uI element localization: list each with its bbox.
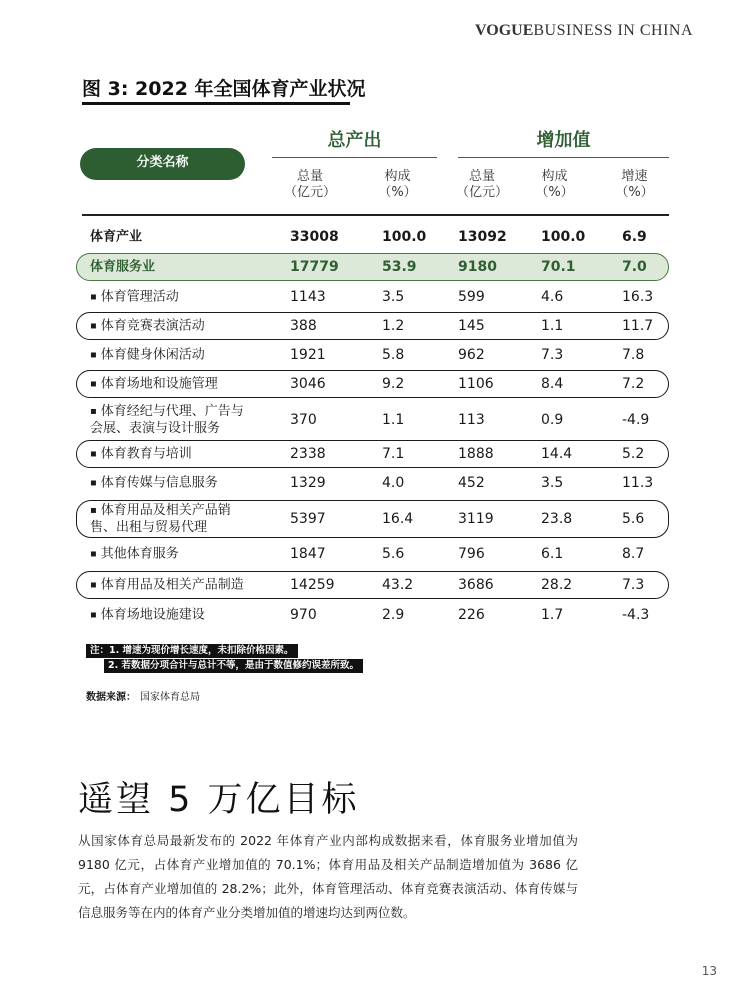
bullet-icon: ▪ bbox=[90, 609, 97, 621]
table-row bbox=[82, 469, 669, 497]
row-name-text: 体育用品及相关产品销售、出租与贸易代理 bbox=[90, 503, 231, 535]
row-name bbox=[90, 318, 260, 335]
cell-va-comp: 1.7 bbox=[541, 607, 564, 623]
notes bbox=[86, 644, 363, 674]
subheader-va-composition bbox=[527, 169, 582, 201]
subheader-va-growth-l1: 增速 bbox=[621, 169, 648, 184]
row-name bbox=[90, 259, 260, 276]
cell-out-total: 388 bbox=[290, 318, 317, 334]
cell-growth: 5.2 bbox=[622, 446, 645, 462]
cell-va-comp: 6.1 bbox=[541, 546, 564, 562]
table-row bbox=[82, 571, 669, 599]
row-name-text: 体育产业 bbox=[90, 229, 143, 245]
bullet-icon: ▪ bbox=[90, 579, 97, 591]
cell-out-total: 370 bbox=[290, 412, 317, 428]
cell-out-comp: 5.6 bbox=[382, 546, 405, 562]
row-name-text: 体育场地设施建设 bbox=[100, 607, 205, 623]
row-name bbox=[90, 229, 260, 246]
row-name-text: 体育管理活动 bbox=[100, 289, 179, 305]
cell-va-comp: 0.9 bbox=[541, 412, 564, 428]
cell-out-total: 14259 bbox=[290, 577, 335, 593]
bullet-icon: ▪ bbox=[90, 320, 97, 332]
brand-logo-rest: BUSINESS IN CHINA bbox=[533, 22, 693, 39]
row-name-text: 体育场地和设施管理 bbox=[100, 376, 218, 392]
cell-out-comp: 3.5 bbox=[382, 289, 405, 305]
row-name-text: 体育教育与培训 bbox=[100, 446, 192, 462]
table-row bbox=[82, 500, 669, 538]
subheader-output-composition-l2: （%） bbox=[378, 185, 417, 200]
table-row bbox=[82, 402, 669, 438]
cell-out-comp: 16.4 bbox=[382, 511, 414, 527]
cell-va-comp: 28.2 bbox=[541, 577, 573, 593]
page-number: 13 bbox=[701, 964, 717, 978]
note-line-1: 注：1. 增速为现价增长速度，未扣除价格因素。 bbox=[86, 644, 298, 658]
cell-growth: 5.6 bbox=[622, 511, 645, 527]
cell-va-comp: 100.0 bbox=[541, 229, 586, 245]
data-source-label: 数据来源： bbox=[86, 692, 136, 703]
cell-growth: 6.9 bbox=[622, 229, 647, 245]
cell-out-total: 5397 bbox=[290, 511, 326, 527]
table-row bbox=[82, 222, 669, 252]
brand-logo-bold: VOGUE bbox=[475, 22, 534, 39]
table-row bbox=[82, 440, 669, 468]
cell-va-total: 145 bbox=[458, 318, 485, 334]
cell-out-comp: 1.1 bbox=[382, 412, 405, 428]
table-row bbox=[82, 253, 669, 281]
cell-va-comp: 14.4 bbox=[541, 446, 573, 462]
cell-va-total: 1888 bbox=[458, 446, 494, 462]
cell-growth: 16.3 bbox=[622, 289, 654, 305]
subheader-output-total-l1: 总量 bbox=[296, 169, 323, 184]
cell-va-total: 3686 bbox=[458, 577, 494, 593]
cell-out-total: 33008 bbox=[290, 229, 339, 245]
cell-out-comp: 2.9 bbox=[382, 607, 405, 623]
data-source bbox=[86, 688, 200, 703]
cell-growth: 11.3 bbox=[622, 475, 654, 491]
subheader-output-total bbox=[280, 169, 340, 201]
cell-growth: 7.3 bbox=[622, 577, 645, 593]
row-name-text: 体育竞赛表演活动 bbox=[100, 318, 205, 334]
category-header: 分类名称 bbox=[80, 148, 245, 180]
cell-out-total: 970 bbox=[290, 607, 317, 623]
cell-va-total: 962 bbox=[458, 347, 485, 363]
cell-va-total: 599 bbox=[458, 289, 485, 305]
cell-va-total: 9180 bbox=[458, 259, 497, 275]
row-name-text: 体育服务业 bbox=[90, 259, 156, 275]
cell-growth: 7.0 bbox=[622, 259, 647, 275]
row-name-text: 体育传媒与信息服务 bbox=[100, 475, 218, 491]
brand-logo bbox=[475, 22, 693, 40]
subheader-va-growth bbox=[607, 169, 662, 201]
bullet-icon: ▪ bbox=[90, 291, 97, 303]
cell-out-comp: 100.0 bbox=[382, 229, 427, 245]
cell-out-comp: 4.0 bbox=[382, 475, 405, 491]
cell-va-total: 226 bbox=[458, 607, 485, 623]
cell-growth: 7.8 bbox=[622, 347, 645, 363]
cell-va-comp: 8.4 bbox=[541, 376, 564, 392]
cell-growth: -4.9 bbox=[622, 412, 650, 428]
cell-growth: -4.3 bbox=[622, 607, 650, 623]
data-source-value: 国家体育总局 bbox=[140, 692, 200, 703]
cell-out-total: 3046 bbox=[290, 376, 326, 392]
row-name bbox=[90, 546, 260, 563]
table-header-rule bbox=[82, 214, 669, 216]
bullet-icon: ▪ bbox=[90, 378, 97, 390]
cell-out-comp: 9.2 bbox=[382, 376, 405, 392]
bullet-icon: ▪ bbox=[90, 406, 97, 417]
cell-out-comp: 7.1 bbox=[382, 446, 405, 462]
group-header-value-added: 增加值 bbox=[536, 130, 591, 151]
row-name-text: 体育用品及相关产品制造 bbox=[100, 577, 244, 593]
subheader-va-growth-l2: （%） bbox=[615, 185, 654, 200]
cell-va-total: 796 bbox=[458, 546, 485, 562]
cell-out-comp: 1.2 bbox=[382, 318, 405, 334]
subheader-output-composition bbox=[370, 169, 425, 201]
cell-va-comp: 3.5 bbox=[541, 475, 564, 491]
row-name bbox=[90, 347, 260, 364]
bullet-icon: ▪ bbox=[90, 477, 97, 489]
row-name bbox=[90, 502, 255, 536]
group-header-output: 总产出 bbox=[327, 130, 382, 151]
row-name-text: 其他体育服务 bbox=[100, 546, 179, 562]
cell-out-total: 1329 bbox=[290, 475, 326, 491]
cell-growth: 11.7 bbox=[622, 318, 654, 334]
cell-va-total: 113 bbox=[458, 412, 485, 428]
cell-va-total: 13092 bbox=[458, 229, 507, 245]
row-name bbox=[90, 403, 255, 437]
subheader-va-total bbox=[452, 169, 512, 201]
bullet-icon: ▪ bbox=[90, 349, 97, 361]
table-row bbox=[82, 283, 669, 311]
group-line-value-added bbox=[458, 157, 669, 158]
table-row bbox=[82, 601, 669, 629]
cell-growth: 7.2 bbox=[622, 376, 645, 392]
table-row bbox=[82, 312, 669, 340]
cell-out-total: 1143 bbox=[290, 289, 326, 305]
cell-va-comp: 23.8 bbox=[541, 511, 573, 527]
row-name-text: 体育健身休闲活动 bbox=[100, 347, 205, 363]
cell-va-total: 1106 bbox=[458, 376, 494, 392]
row-name bbox=[90, 446, 260, 463]
row-name bbox=[90, 475, 260, 492]
cell-out-total: 17779 bbox=[290, 259, 339, 275]
row-name bbox=[90, 607, 260, 624]
subheader-output-composition-l1: 构成 bbox=[384, 169, 411, 184]
cell-va-comp: 4.6 bbox=[541, 289, 564, 305]
row-name-text: 体育经纪与代理、广告与会展、表演与设计服务 bbox=[90, 404, 244, 436]
cell-va-comp: 7.3 bbox=[541, 347, 564, 363]
row-name bbox=[90, 577, 260, 594]
cell-out-comp: 5.8 bbox=[382, 347, 405, 363]
bullet-icon: ▪ bbox=[90, 448, 97, 460]
row-name bbox=[90, 376, 260, 393]
figure-title: 图 3: 2022 年全国体育产业状况 bbox=[82, 78, 366, 100]
cell-out-total: 2338 bbox=[290, 446, 326, 462]
cell-out-total: 1847 bbox=[290, 546, 326, 562]
subheader-va-composition-l1: 构成 bbox=[541, 169, 568, 184]
subheader-va-composition-l2: （%） bbox=[535, 185, 574, 200]
subheader-output-total-l2: （亿元） bbox=[283, 185, 336, 200]
subheader-va-total-l2: （亿元） bbox=[455, 185, 508, 200]
table-row bbox=[82, 370, 669, 398]
cell-growth: 8.7 bbox=[622, 546, 645, 562]
note-line-2: 2. 若数据分项合计与总计不等，是由于数值修约误差所致。 bbox=[104, 659, 363, 673]
cell-out-comp: 43.2 bbox=[382, 577, 414, 593]
bullet-icon: ▪ bbox=[90, 505, 97, 516]
cell-out-total: 1921 bbox=[290, 347, 326, 363]
cell-va-comp: 1.1 bbox=[541, 318, 564, 334]
figure-title-underline bbox=[82, 102, 350, 105]
cell-va-total: 452 bbox=[458, 475, 485, 491]
section-body: 从国家体育总局最新发布的 2022 年体育产业内部构成数据来看，体育服务业增加值为 9180 亿元，占体育产业增加值的 70.1%；体育用品及相关产品制造增加值为 3686 亿元，占体育产业增加值的 28.2%；此外，体育管理活动、体育竞赛表演活动、体育传媒与信息服务等在内的体育产业分类增加值的增速均达到两位数。 bbox=[78, 833, 578, 920]
group-line-output bbox=[272, 157, 437, 158]
cell-va-comp: 70.1 bbox=[541, 259, 576, 275]
cell-va-total: 3119 bbox=[458, 511, 494, 527]
bullet-icon: ▪ bbox=[90, 548, 97, 560]
table-row bbox=[82, 341, 669, 369]
cell-out-comp: 53.9 bbox=[382, 259, 417, 275]
table-row bbox=[82, 540, 669, 568]
section-title: 遥望 5 万亿目标 bbox=[78, 780, 360, 820]
row-name bbox=[90, 289, 260, 306]
subheader-va-total-l1: 总量 bbox=[468, 169, 495, 184]
